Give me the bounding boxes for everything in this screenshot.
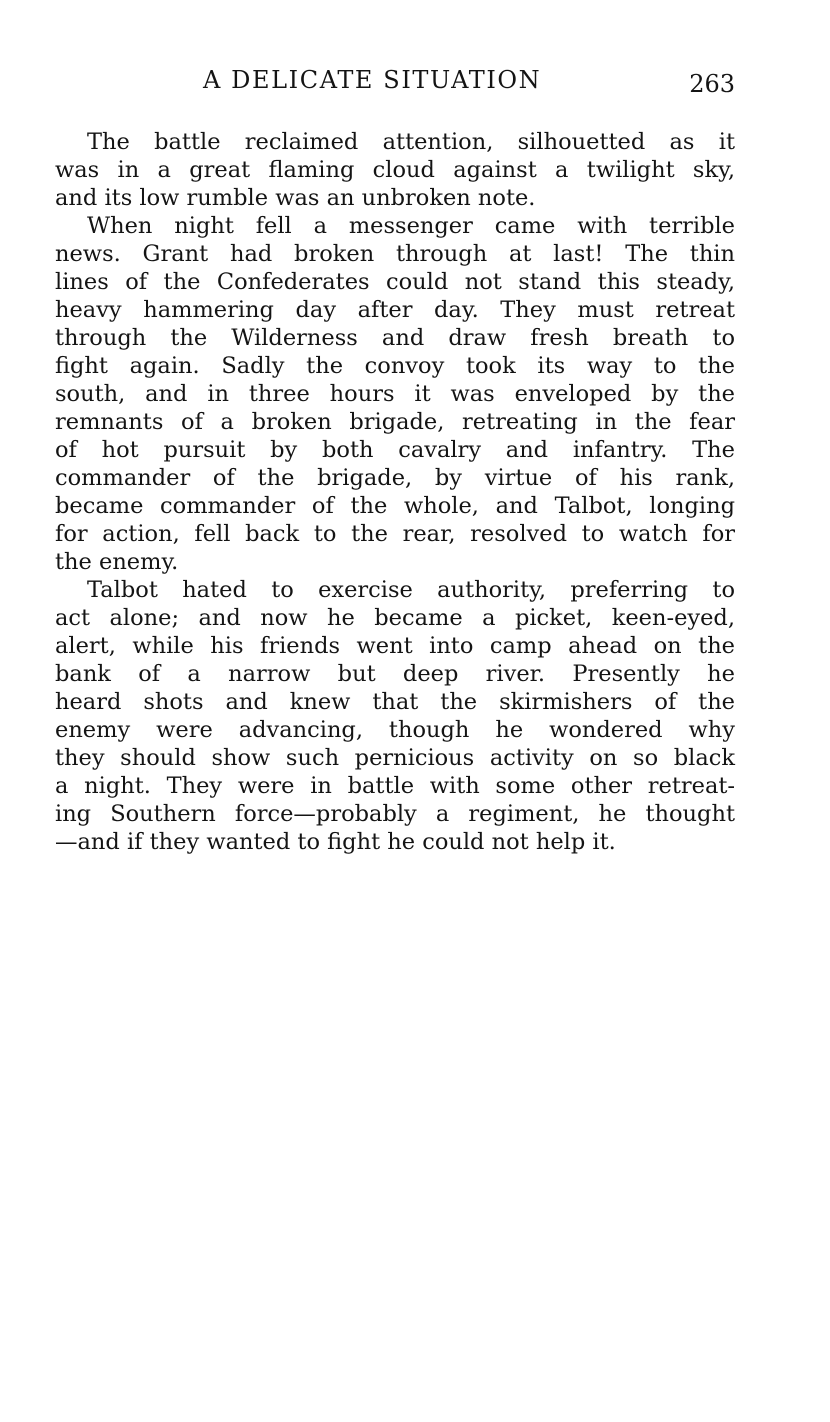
text-line: of hot pursuit by both cavalry and infantry. The xyxy=(55,437,735,463)
text-line: was in a great flaming cloud against a twilight sky, xyxy=(55,157,735,183)
page-number: 263 xyxy=(689,70,735,98)
text-line: they should show such pernicious activity on so black xyxy=(55,745,735,771)
running-head xyxy=(55,62,735,98)
text-line: became commander of the whole, and Talbot, longing xyxy=(55,493,735,519)
text-line: enemy were advancing, though he wondered why xyxy=(55,717,735,743)
text-line: heard shots and knew that the skirmishers of the xyxy=(55,689,735,715)
text-line: Talbot hated to exercise authority, preferring to xyxy=(87,577,735,603)
text-line: a night. They were in battle with some other retreat- xyxy=(55,773,735,799)
text-line: for action, fell back to the rear, resolved to watch for xyxy=(55,521,735,547)
text-line: south, and in three hours it was enveloped by the xyxy=(55,381,735,407)
text-line: heavy hammering day after day. They must retreat xyxy=(55,297,735,323)
text-line: through the Wilderness and draw fresh breath to xyxy=(55,325,735,351)
text-line: lines of the Confederates could not stand this steady, xyxy=(55,269,735,295)
text-line: act alone; and now he became a picket, keen-eyed, xyxy=(55,605,735,631)
text-line: remnants of a broken brigade, retreating in the fear xyxy=(55,409,735,435)
text-line: the enemy. xyxy=(55,549,179,575)
text-line: ing Southern force—probably a regiment, he thought xyxy=(55,801,735,827)
text-line: When night fell a messenger came with terrible xyxy=(87,213,735,239)
text-line: news. Grant had broken through at last! The thin xyxy=(55,241,735,267)
text-line: commander of the brigade, by virtue of his rank, xyxy=(55,465,735,491)
text-line: fight again. Sadly the convoy took its way to the xyxy=(55,353,735,379)
text-line: The battle reclaimed attention, silhouetted as it xyxy=(87,129,735,155)
body-text xyxy=(55,128,735,856)
running-title: A DELICATE SITUATION xyxy=(203,66,542,94)
text-line: alert, while his friends went into camp ahead on the xyxy=(55,633,735,659)
text-line: bank of a narrow but deep river. Presently he xyxy=(55,661,735,687)
text-line: and its low rumble was an unbroken note. xyxy=(55,185,536,211)
text-line: —and if they wanted to fight he could not help it. xyxy=(55,829,616,855)
